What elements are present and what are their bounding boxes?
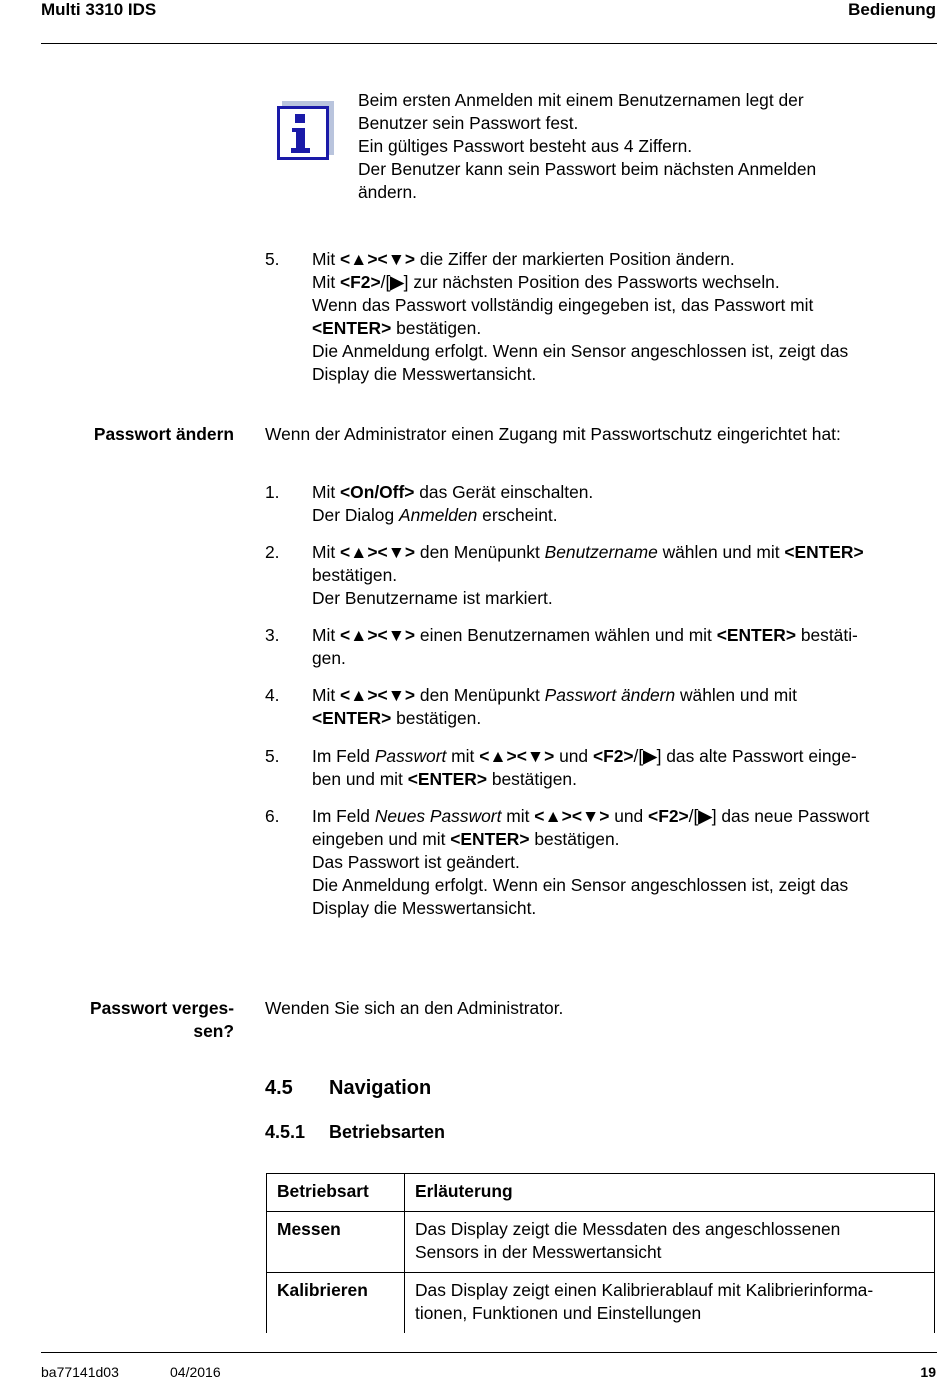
subsection-number: 4.5.1 [265, 1122, 306, 1142]
step-text: Im Feld Passwort mit <▲><▼> und <F2>/[▶] das alte Passwort einge- ben und mit <ENTER> bestätigen. [312, 746, 857, 789]
table-cell-mode: Kalibrieren [267, 1273, 405, 1334]
step-number: 6. [265, 806, 280, 826]
step-number: 1. [265, 482, 280, 502]
step-text: Mit <On/Off> das Gerät einschalten. Der Dialog Anmelden erscheint. [312, 482, 594, 525]
table-header-cell: Erläuterung [405, 1174, 935, 1212]
table-cell-description: Das Display zeigt einen Kalibrierablauf mit Kalibrierinforma- tionen, Funktionen und Einstellungen [405, 1273, 935, 1334]
table-cell-description: Das Display zeigt die Messdaten des angeschlossenen Sensors in der Messwertansicht [405, 1212, 935, 1273]
table-header-row [267, 1174, 935, 1212]
info-icon [277, 101, 334, 160]
info-line: ändern. [358, 182, 417, 202]
step-number: 5. [265, 746, 280, 766]
info-line: Beim ersten Anmelden mit einem Benutzernamen legt der [358, 90, 804, 110]
step-text: Mit <▲><▼> die Ziffer der markierten Position ändern. Mit <F2>/[▶] zur nächsten Position des Passworts wechseln. Wenn das Passwort vollständig eingegeben ist, das Passwort mit <ENTER> bestätigen. Die Anmeldung erfolgt. Wenn ein Sensor angeschlossen ist, zeigt das Display die Messwertansicht. [312, 249, 849, 384]
info-text [358, 89, 938, 204]
operating-modes-table [266, 1173, 935, 1333]
footer-date: 04/2016 [170, 1364, 221, 1380]
step-text: Mit <▲><▼> den Menüpunkt Benutzername wählen und mit <ENTER> bestätigen. Der Benutzername ist markiert. [312, 542, 864, 608]
step-number: 2. [265, 542, 280, 562]
step-text: Im Feld Neues Passwort mit <▲><▼> und <F2>/[▶] das neue Passwort eingeben und mit <ENTER> bestätigen. Das Passwort ist geändert. Die Anmeldung erfolgt. Wenn ein Sensor angeschlossen ist, zeigt das Display die Messwertansicht. [312, 806, 870, 918]
forgot-text: Wenden Sie sich an den Administrator. [265, 998, 564, 1018]
header-rule [41, 43, 937, 44]
footer-rule [41, 1352, 937, 1353]
table-row [267, 1273, 935, 1334]
section-title: Navigation [329, 1077, 432, 1099]
section-number: 4.5 [265, 1077, 293, 1099]
header-chapter: Bedienung [848, 0, 936, 19]
table-header-cell: Betriebsart [267, 1174, 405, 1212]
info-line: Benutzer sein Passwort fest. [358, 113, 579, 133]
step-text: Mit <▲><▼> den Menüpunkt Passwort ändern wählen und mit <ENTER> bestätigen. [312, 685, 797, 728]
step-text: Mit <▲><▼> einen Benutzernamen wählen und mit <ENTER> bestäti- gen. [312, 625, 858, 668]
side-label-forgot-password: Passwort verges- sen? [89, 998, 234, 1041]
header-title: Multi 3310 IDS [41, 0, 157, 19]
subsection-title: Betriebsarten [329, 1122, 446, 1142]
step-number: 3. [265, 625, 280, 645]
footer-doc-id: ba77141d03 [41, 1364, 119, 1380]
info-line: Der Benutzer kann sein Passwort beim nächsten Anmelden [358, 159, 817, 179]
step-number: 4. [265, 685, 280, 705]
table-row [267, 1212, 935, 1273]
step-number: 5. [265, 249, 280, 269]
footer-page-number: 19 [920, 1364, 936, 1380]
info-line: Ein gültiges Passwort besteht aus 4 Ziffern. [358, 136, 693, 156]
change-intro: Wenn der Administrator einen Zugang mit Passwortschutz eingerichtet hat: [265, 424, 841, 444]
table-cell-mode: Messen [267, 1212, 405, 1273]
side-label-change-password: Passwort ändern [93, 424, 234, 444]
